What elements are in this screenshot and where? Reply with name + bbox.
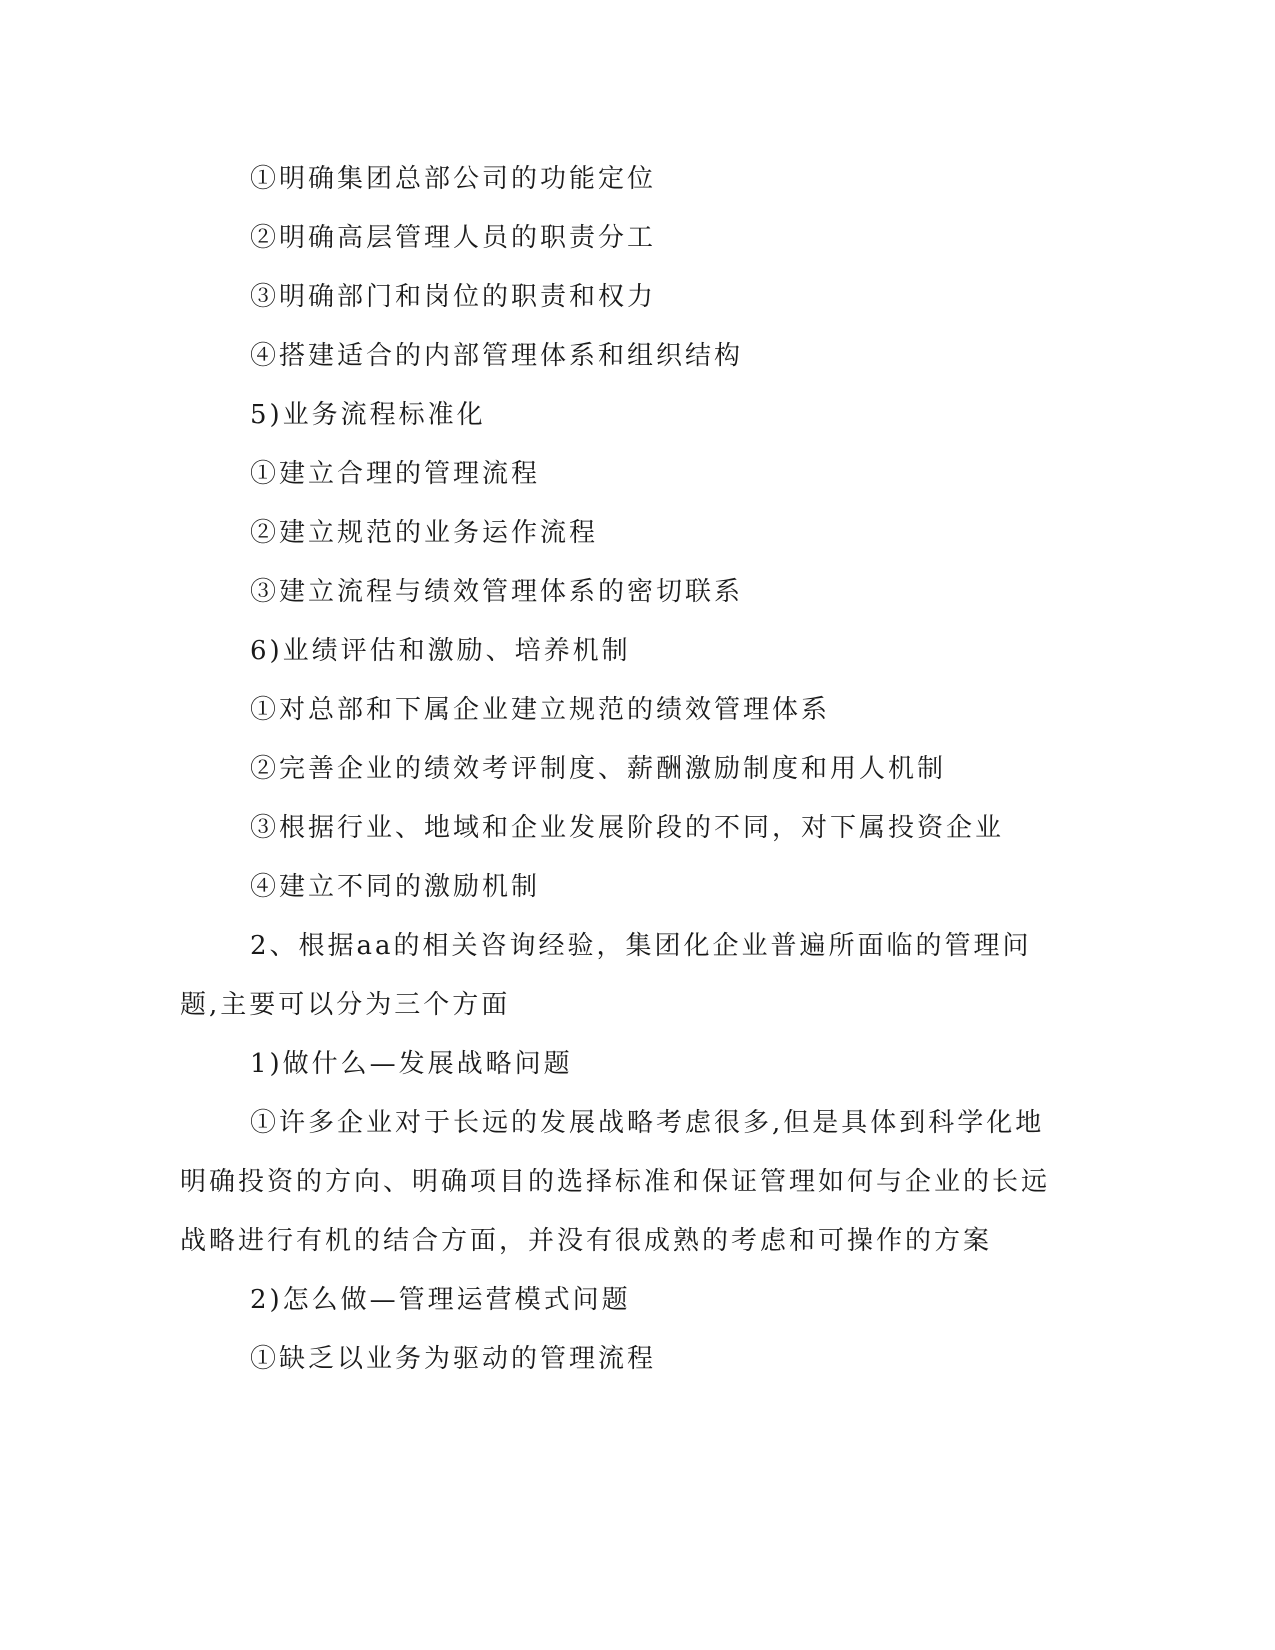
list-item: ②完善企业的绩效考评制度、薪酬激励制度和用人机制 [250,754,947,784]
section-heading: 1)做什么—发展战略问题 [250,1049,573,1079]
list-item: ③明确部门和岗位的职责和权力 [250,282,657,312]
list-item: ①明确集团总部公司的功能定位 [250,164,657,194]
section-heading: 6)业绩评估和激励、培养机制 [250,636,631,666]
list-item: ①建立合理的管理流程 [250,459,541,489]
list-item: ③根据行业、地域和企业发展阶段的不同，对下属投资企业 [250,813,1005,843]
paragraph-section-2: 2、根据aa的相关咨询经验，集团化企业普遍所面临的管理问题,主要可以分为三个方面 [180,931,1032,1020]
section-heading: 5)业务流程标准化 [250,400,486,430]
list-item: ②明确高层管理人员的职责分工 [250,223,657,253]
list-item: ①对总部和下属企业建立规范的绩效管理体系 [250,695,831,725]
list-item: ④搭建适合的内部管理体系和组织结构 [250,341,744,371]
list-item: ③建立流程与绩效管理体系的密切联系 [250,577,744,607]
list-item: ①缺乏以业务为驱动的管理流程 [250,1344,657,1374]
list-item: ④建立不同的激励机制 [250,872,541,902]
paragraph-strategy-issue: ①许多企业对于长远的发展战略考虑很多,但是具体到科学化地明确投资的方向、明确项目的选择标准和保证管理如何与企业的长远战略进行有机的结合方面，并没有很成熟的考虑和可操作的方案 [180,1108,1051,1256]
section-heading: 2)怎么做—管理运营模式问题 [250,1285,631,1315]
list-item: ②建立规范的业务运作流程 [250,518,599,548]
document-body [180,150,1060,1389]
